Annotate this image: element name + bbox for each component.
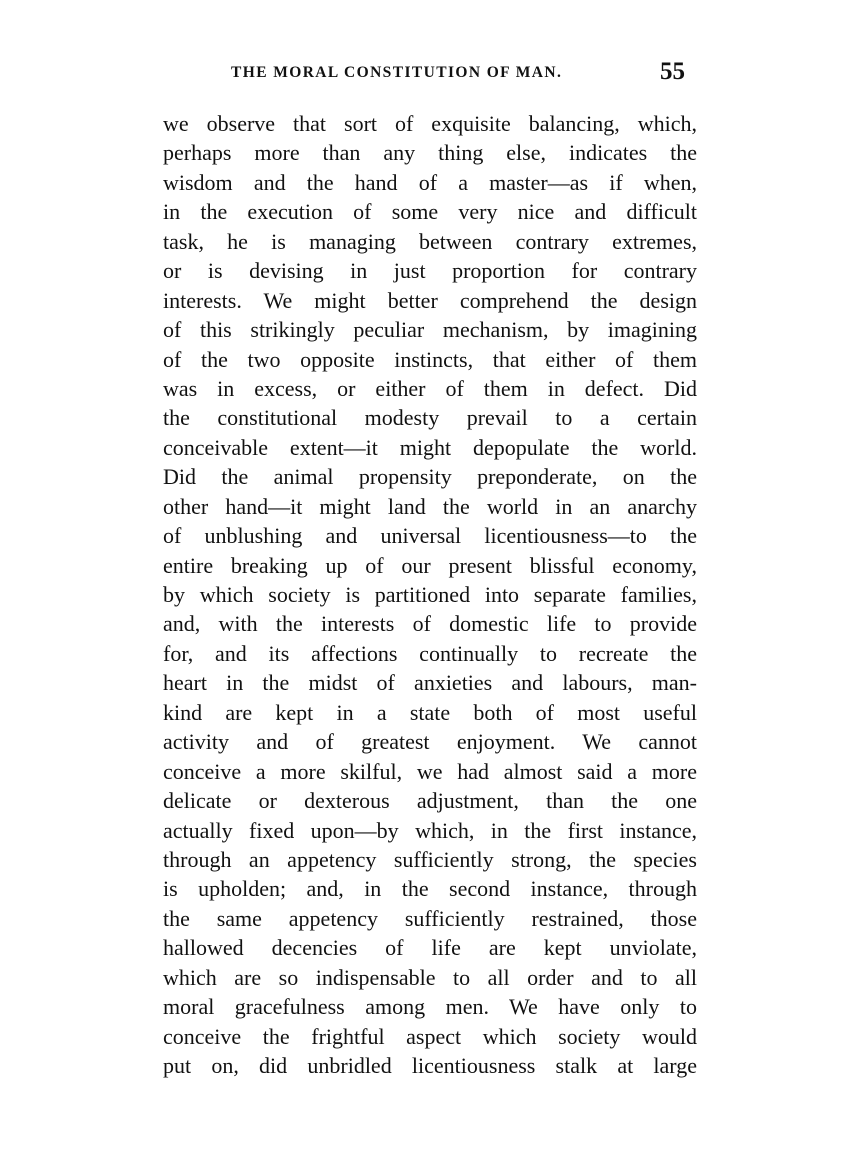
text-line: task, he is managing between contrary extremes,	[163, 228, 697, 254]
text-line: conceive a more skilful, we had almost said a more	[163, 758, 697, 784]
body-text	[163, 109, 697, 1080]
running-title: THE MORAL CONSTITUTION OF MAN.	[231, 64, 563, 81]
text-line: wisdom and the hand of a master—as if when,	[163, 169, 697, 195]
text-line: by which society is partitioned into separate families,	[163, 582, 697, 607]
text-line: is upholden; and, in the second instance, through	[163, 876, 697, 902]
text-line: of this strikingly peculiar mechanism, by imagining	[163, 317, 697, 343]
text-line: entire breaking up of our present blissful economy,	[163, 552, 697, 578]
text-line: of the two opposite instincts, that either of them	[163, 346, 697, 372]
text-line: the same appetency sufficiently restrained, those	[163, 905, 697, 931]
text-line: and, with the interests of domestic life to provide	[163, 611, 697, 637]
text-line: in the execution of some very nice and difficult	[163, 199, 697, 225]
text-line: conceivable extent—it might depopulate the world.	[163, 434, 697, 460]
text-line: for, and its affections continually to recreate the	[163, 640, 697, 666]
text-line: was in excess, or either of them in defect. Did	[163, 375, 697, 401]
text-line: through an appetency sufficiently strong, the species	[163, 846, 697, 872]
text-line: other hand—it might land the world in an anarchy	[163, 493, 697, 519]
text-line: moral gracefulness among men. We have only to	[163, 994, 697, 1020]
page-number: 55	[660, 58, 685, 85]
text-line: put on, did unbridled licentiousness stalk at large	[163, 1053, 697, 1078]
text-line: hallowed decencies of life are kept unviolate,	[163, 935, 697, 961]
running-head	[163, 58, 697, 90]
text-line: actually fixed upon—by which, in the first instance,	[163, 817, 697, 843]
text-line: we observe that sort of exquisite balancing, which,	[163, 111, 697, 136]
text-line: heart in the midst of anxieties and labours, man-	[163, 670, 697, 696]
text-line: kind are kept in a state both of most useful	[163, 699, 697, 725]
text-line: delicate or dexterous adjustment, than the one	[163, 788, 697, 814]
text-line: activity and of greatest enjoyment. We cannot	[163, 729, 697, 755]
text-line: Did the animal propensity preponderate, on the	[163, 464, 697, 490]
text-line: or is devising in just proportion for contrary	[163, 258, 697, 284]
text-line: interests. We might better comprehend the design	[163, 287, 697, 313]
text-line: conceive the frightful aspect which society would	[163, 1023, 697, 1049]
text-line: of unblushing and universal licentiousness—to the	[163, 523, 697, 549]
text-line: the constitutional modesty prevail to a certain	[163, 405, 697, 431]
text-line: perhaps more than any thing else, indicates the	[163, 140, 697, 166]
text-line: which are so indispensable to all order and to all	[163, 964, 697, 990]
